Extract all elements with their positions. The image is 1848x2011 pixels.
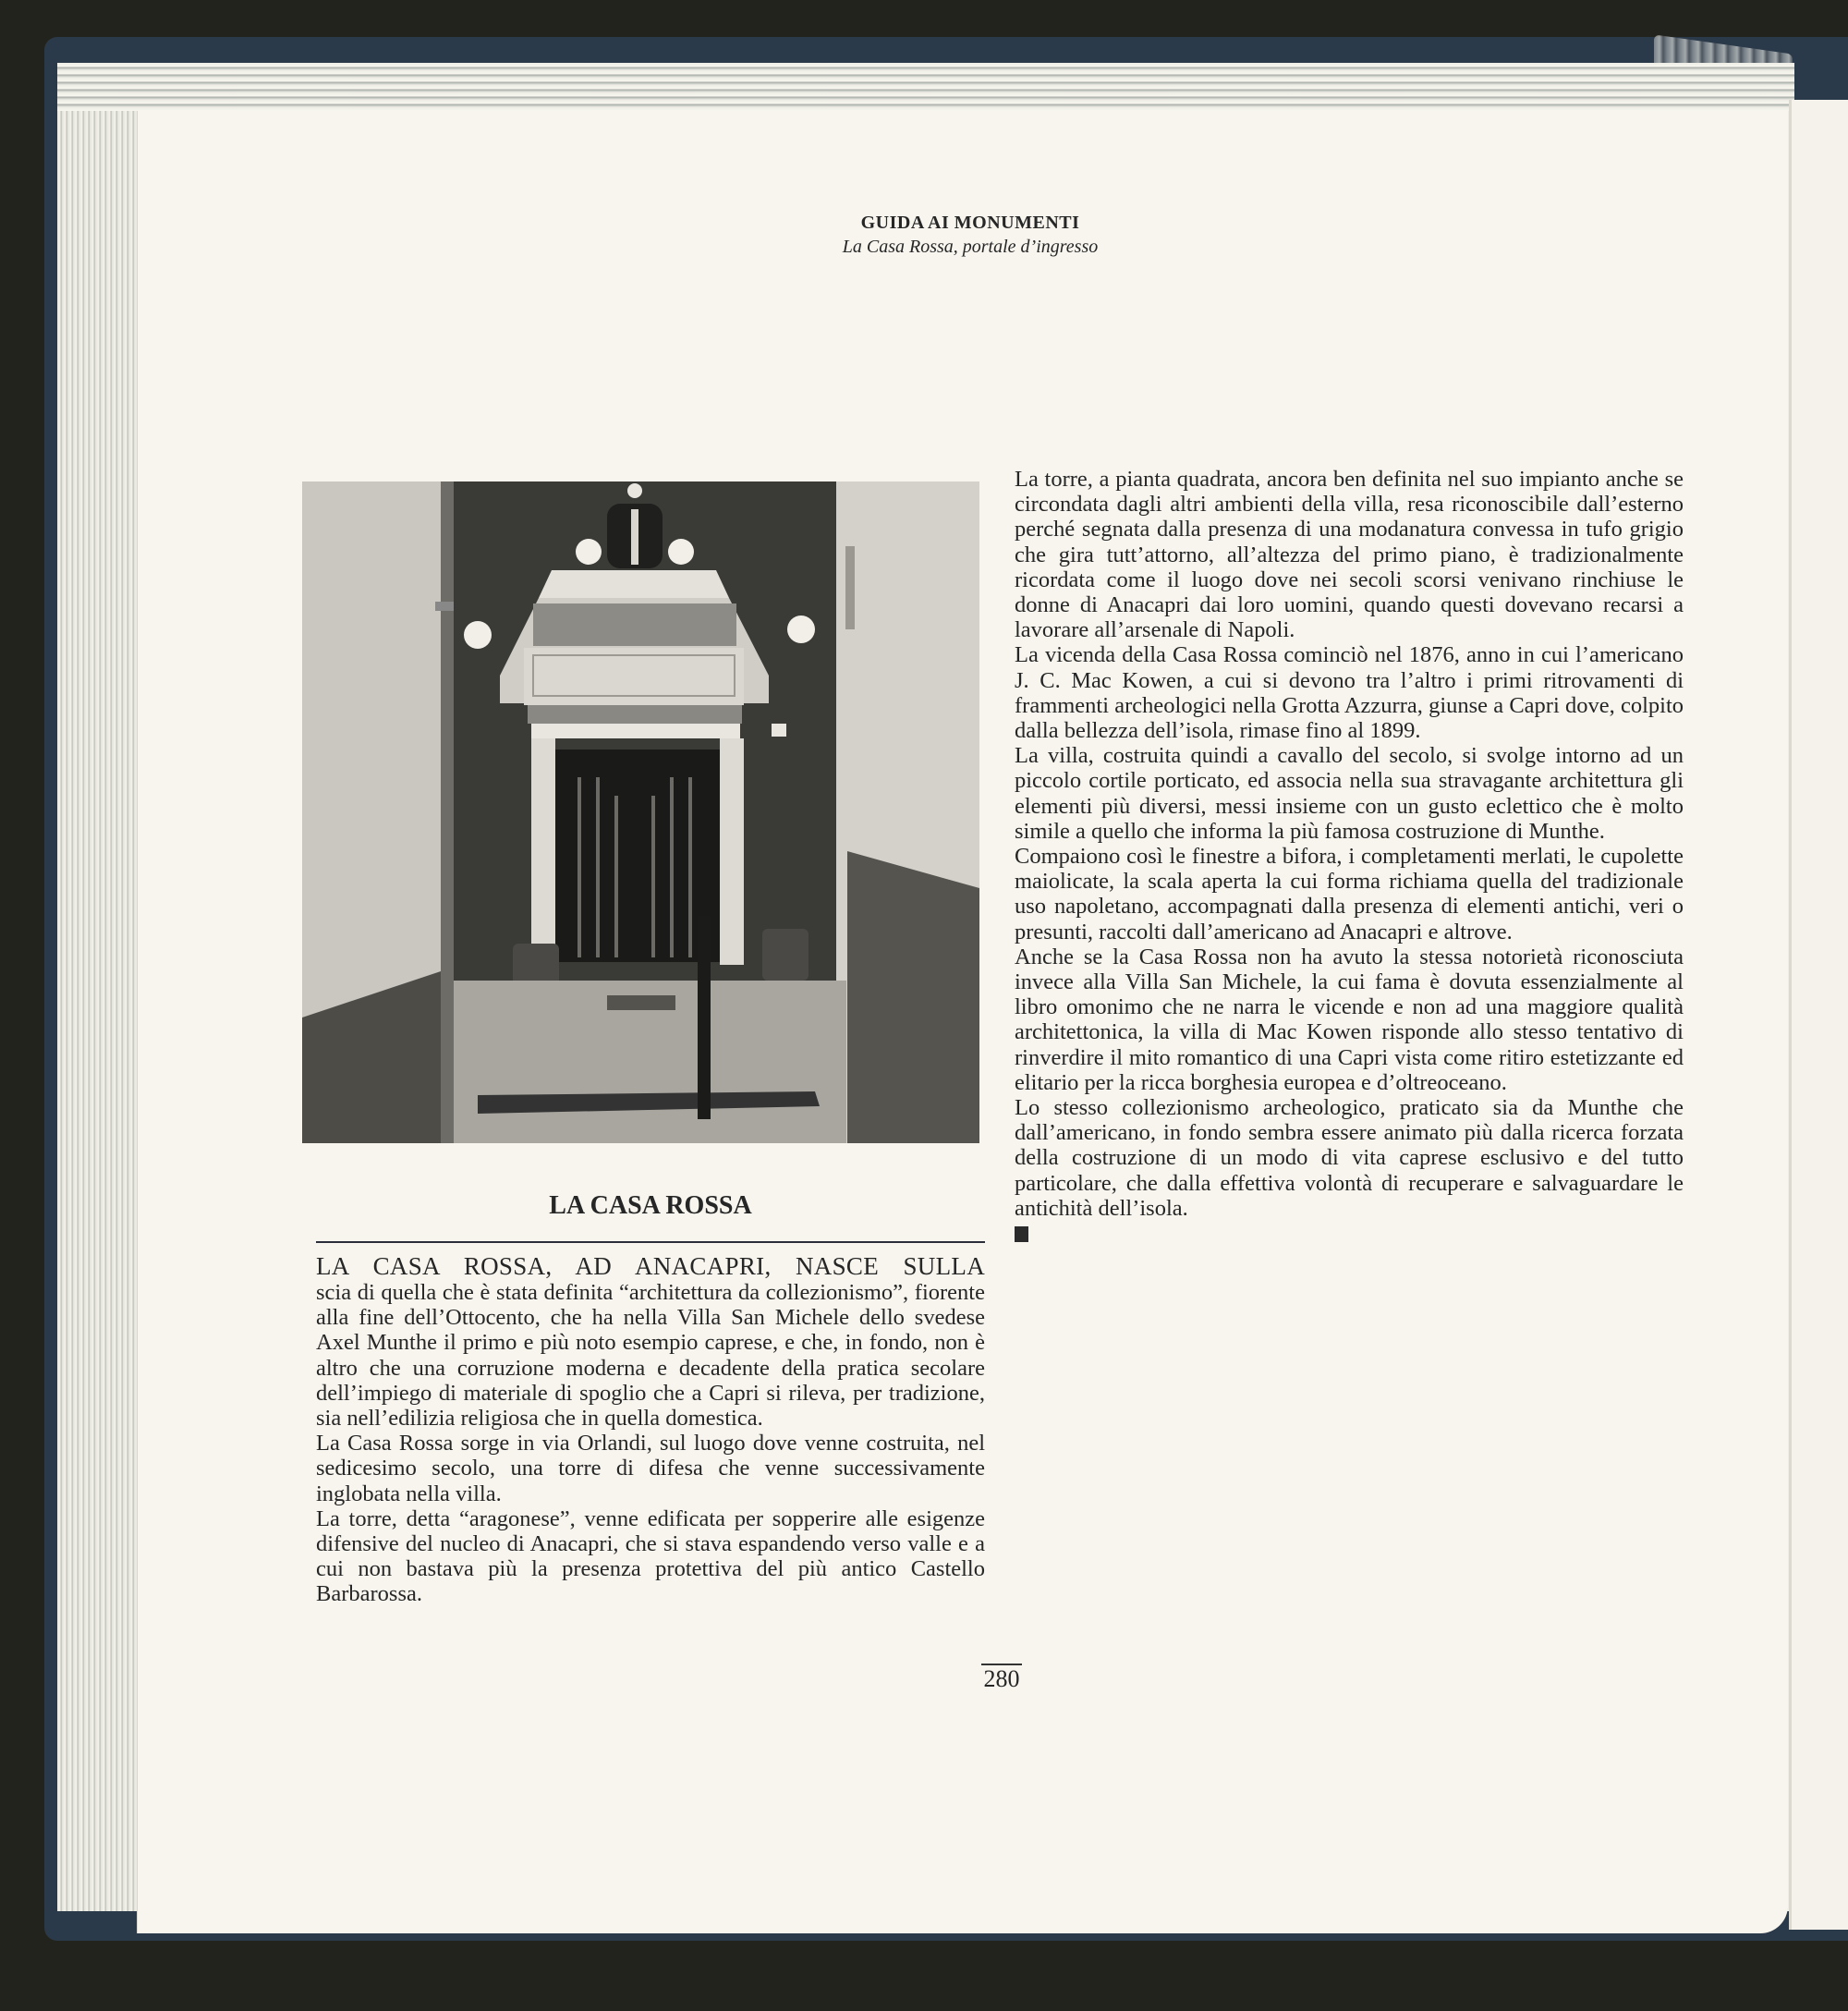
title-rule-divider	[316, 1241, 985, 1243]
running-head	[748, 211, 1192, 259]
photo-caption: La Casa Rossa, portale d’ingresso	[842, 237, 1099, 257]
left-paragraph-2: La Casa Rossa sorge in via Orlandi, sul luogo dove venne costruita, nel sedicesimo secolo, una torre di difesa che venne successivamente inglobata nella villa.	[316, 1431, 985, 1506]
end-of-article-square-icon	[1015, 1226, 1028, 1242]
article-title: LA CASA ROSSA	[549, 1191, 752, 1220]
facing-page-edge	[1789, 100, 1848, 1930]
page-stack-top-edges	[57, 63, 1794, 111]
portal-photograph	[302, 481, 979, 1143]
running-head-section: GUIDA AI MONUMENTI	[860, 213, 1080, 233]
right-paragraph-5: Anche se la Casa Rossa non ha avuto la stessa notorietà riconosciuta invece alla Villa San Michele, la cui fama è dovuta essenzialmente al libro omonimo che ne narra le vicende e non ad una maggiore qualità architettonica, la villa di Mac Kowen risponde allo stesso tentativo di rinverdire il mito romantico di una Capri vista come ritiro estetizzante ed elitario per la ricca borghesia europea e d’oltreoceano.	[1015, 944, 1684, 1095]
right-paragraph-6: Lo stesso collezionismo archeologico, praticato sia da Munthe che dall’americano, in fondo sembra essere animato più dalla ricerca forzata della costruzione di un modo di vita caprese esclusivo e del tutto particolare, che dalla effettiva volontà di recuperare e salvaguardare le antichità dell’isola.	[1015, 1095, 1684, 1221]
left-paragraph-1: scia di quella che è stata definita “architettura da collezionismo”, fiorente alla fine dell’Ottocento, che ha nella Villa San Michele dello svedese Axel Munthe il primo e più noto esempio caprese, e che, in fondo, non è altro che una corruzione moderna e decadente della pratica secolare dell’impiego di materiale di spoglio che a Capri si rileva, per tradizione, sia nell’edilizia religiosa che in quella domestica.	[316, 1280, 985, 1432]
article-right-column	[1015, 467, 1684, 1247]
right-paragraph-1: La torre, a pianta quadrata, ancora ben definita nel suo impianto anche se circondata dagli altri ambienti della villa, resa riconoscibile dall’esterno perché segnata dalla presenza di una modanatura convessa in tufo grigio che gira tutt’attorno, all’altezza del primo piano, è tradizionalmente ricordata come il luogo dove nei secoli scorsi venivano rinchiuse le donne di Anacapri dai loro uomini, quando questi dovevano recarsi a lavorare all’arsenale di Napoli.	[1015, 467, 1684, 643]
right-paragraph-4: Compaiono così le finestre a bifora, i completamenti merlati, le cupolette maiolicate, la scala aperta la cui forma richiama quella del tradizionale uso napoletano, accompagnati dalla presenza di elementi antichi, veri o presunti, raccolti dall’americano ad Anacapri e altrove.	[1015, 844, 1684, 945]
page-number: 280	[981, 1664, 1022, 1693]
article-lead-caps: LA CASA ROSSA, AD ANACAPRI, NASCE SULLA	[316, 1252, 985, 1280]
right-paragraph-2: La vicenda della Casa Rossa cominciò nel 1876, anno in cui l’americano J. C. Mac Kowen, a cui si devono tra l’altro i primi ritrovamenti di frammenti archeologici nella Grotta Azzurra, giunse a Capri dove, colpito dalla bellezza dell’isola, rimase fino al 1899.	[1015, 642, 1684, 744]
right-paragraph-3: La villa, costruita quindi a cavallo del secolo, si svolge intorno ad un piccolo cortile porticato, ed associa nella sua stravagante architettura gli elementi più diversi, messi insieme con un gusto eclettico che è molto simile a quello che informa la più famosa costruzione di Munthe.	[1015, 743, 1684, 844]
article-left-column	[316, 1188, 985, 1607]
left-paragraph-3: La torre, detta “aragonese”, venne edificata per sopperire alle esigenze difensive del nucleo di Anacapri, che si stava espandendo verso valle e a cui non bastava più la presenza protettiva del più antico Castello Barbarossa.	[316, 1505, 985, 1607]
portal-photo-illustration	[302, 481, 979, 1143]
